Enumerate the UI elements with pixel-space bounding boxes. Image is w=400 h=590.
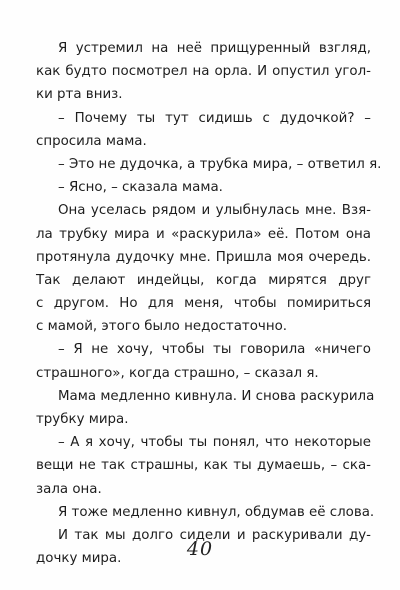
text-line: – Я не хочу, чтобы ты говорила «ничего <box>58 342 371 358</box>
text-line: ла трубку мира и «раскурила» её. Потом она <box>36 226 371 242</box>
text-line: Она уселась рядом и улыбнулась мне. Взя- <box>58 203 371 219</box>
text-line: Так делают индейцы, когда мирятся друг <box>36 272 371 288</box>
text-line: Мама медленно кивнула. И снова раскурила <box>58 388 375 404</box>
text-line: страшного», когда страшно, – сказал я. <box>36 365 319 381</box>
text-line: – А я хочу, чтобы ты понял, что некоторые <box>58 435 371 451</box>
text-line: И так мы долго сидели и раскуривали ду- <box>58 527 371 543</box>
text-line: с другом. Но для меня, чтобы помириться <box>36 296 371 312</box>
text-line: трубку мира. <box>36 412 129 427</box>
text-line: как будто посмотрел на орла. И опустил угол- <box>36 64 371 80</box>
text-line: спросила мама. <box>36 133 147 149</box>
text-line: – Ясно, – сказала мама. <box>58 180 223 196</box>
text-line: ки рта вниз. <box>36 87 123 103</box>
text-line: – Почему ты тут сидишь с дудочкой? – <box>58 110 371 126</box>
text-line: – Это не дудочка, а трубка мира, – ответил я. <box>58 156 382 172</box>
text-line: протянула дудочку мне. Пришла моя очередь. <box>36 249 371 265</box>
text-line: вещи не так страшны, как ты думаешь, – ска- <box>36 458 371 474</box>
page-number: 40 <box>186 538 214 560</box>
text-line: Я устремил на неё прищуренный взгляд, <box>58 41 371 56</box>
text-line: дочку мира. <box>36 551 122 567</box>
text-line: зала она. <box>36 481 102 497</box>
text-line: Я тоже медленно кивнул, обдумав её слова. <box>58 504 375 520</box>
text-line: с мамой, этого было недостаточно. <box>36 319 288 335</box>
body-text <box>36 37 382 570</box>
